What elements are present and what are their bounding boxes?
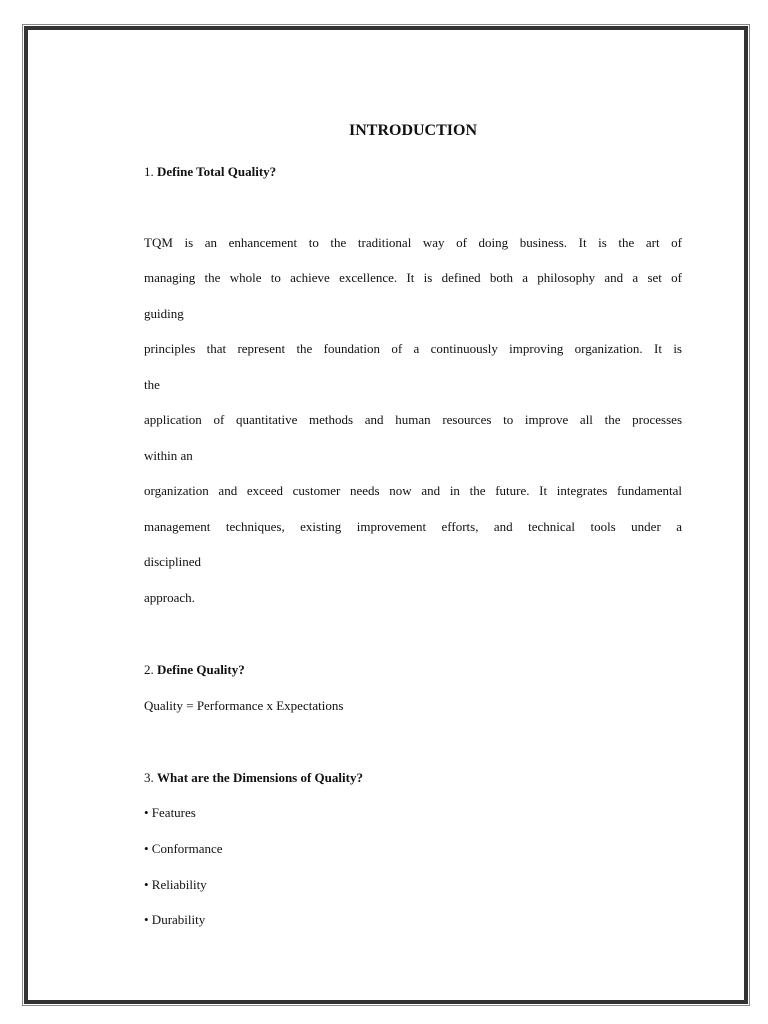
list-item: • Features xyxy=(144,805,196,820)
question-2 xyxy=(144,662,682,678)
list-item: • Durability xyxy=(144,912,206,927)
question-1-number: 1. xyxy=(144,164,154,179)
answer-1-line: TQM is an enhancement to the traditional way of doing business. It is the art of xyxy=(144,235,682,250)
question-3-text: What are the Dimensions of Quality? xyxy=(157,770,363,785)
answer-2: Quality = Performance x Expectations xyxy=(144,698,344,713)
answer-1-line: principles that represent the foundation of a continuously improving organization. It is xyxy=(144,341,682,356)
answer-1-line: management techniques, existing improvement efforts, and technical tools under a xyxy=(144,519,682,534)
document-page xyxy=(24,26,748,1004)
list-item: • Conformance xyxy=(144,841,223,856)
question-3-number: 3. xyxy=(144,770,154,785)
question-2-text: Define Quality? xyxy=(157,662,245,677)
answer-1-line: guiding xyxy=(144,306,184,321)
question-3 xyxy=(144,770,682,786)
question-1-text: Define Total Quality? xyxy=(157,164,277,179)
answer-1-line: managing the whole to achieve excellence. It is defined both a philosophy and a set of xyxy=(144,270,682,285)
question-1 xyxy=(144,164,682,180)
list-item: • Reliability xyxy=(144,877,207,892)
answer-1-line: the xyxy=(144,377,160,392)
answer-1-line: within an xyxy=(144,448,193,463)
answer-1-line: approach. xyxy=(144,590,195,605)
answer-1-line: disciplined xyxy=(144,554,202,569)
answer-1-line: organization and exceed customer needs now and in the future. It integrates fundamental xyxy=(144,483,682,498)
page-title: INTRODUCTION xyxy=(348,122,477,139)
question-2-number: 2. xyxy=(144,662,154,677)
answer-1-line: application of quantitative methods and human resources to improve all the processes xyxy=(144,412,682,427)
